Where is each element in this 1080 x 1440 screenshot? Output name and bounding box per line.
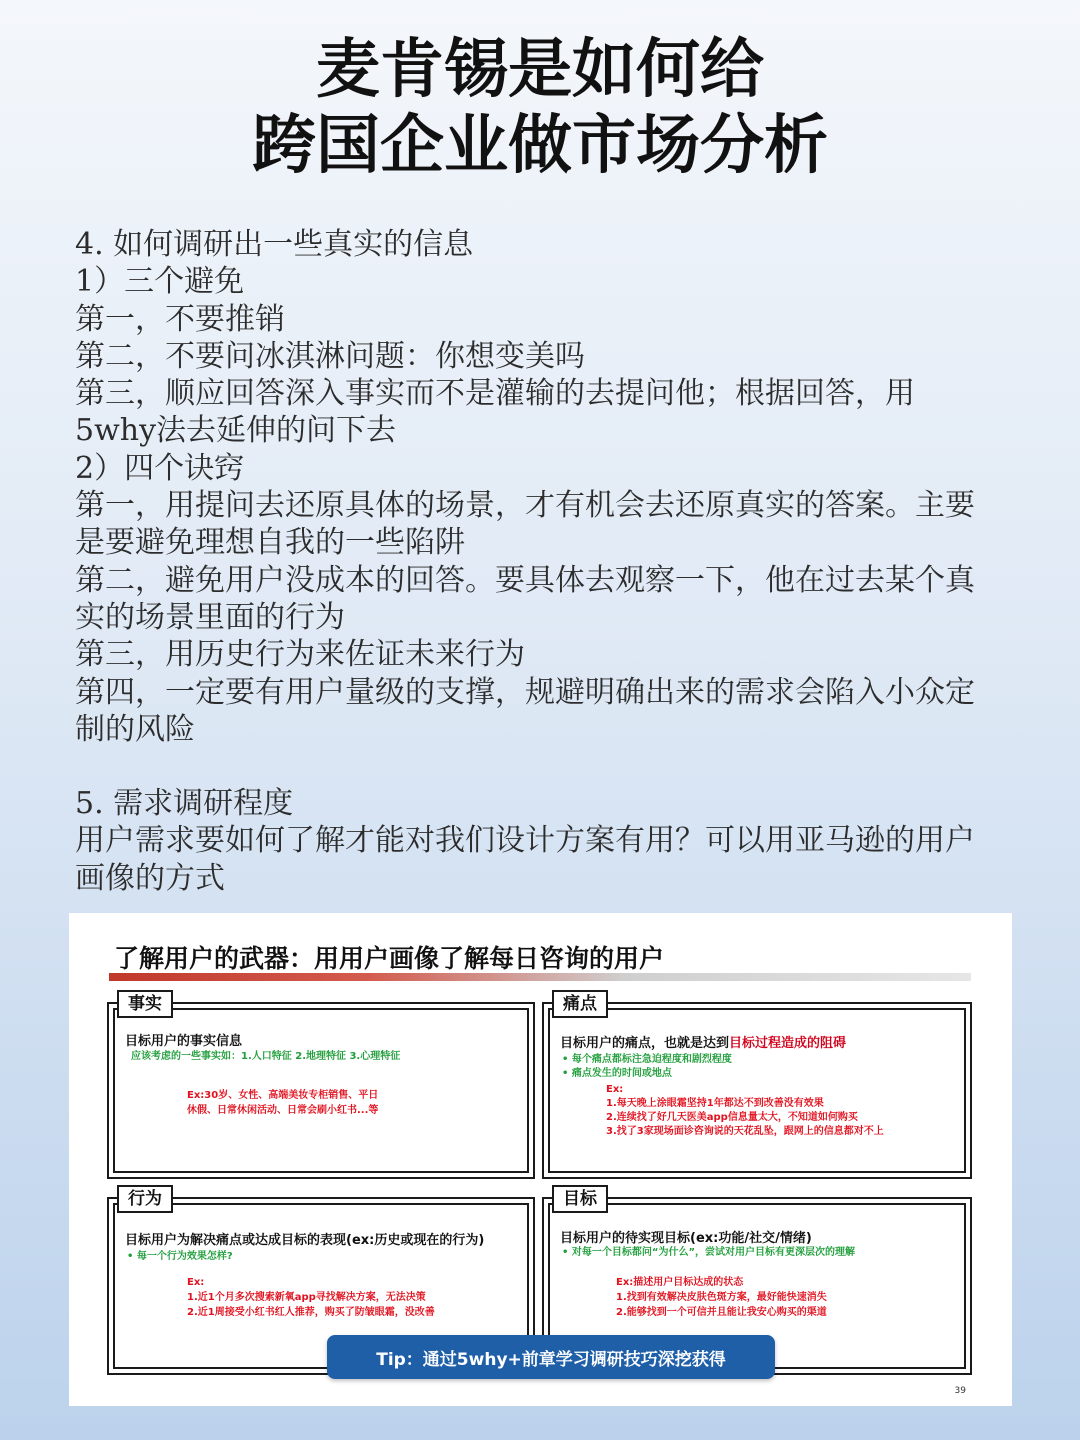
facts-tag: 事实 [117, 990, 173, 1018]
body-line: 用户需求要如何了解才能对我们设计方案有用？可以用亚马逊的用户 [75, 823, 975, 859]
goal-red-line: Ex:描述用户目标达成的状态 [616, 1277, 744, 1288]
pain-heading-highlight: 目标过程造成的阻碍 [729, 1036, 847, 1051]
goal-tag: 目标 [552, 1185, 608, 1213]
body-line: 是要避免理想自我的一些陷阱 [75, 525, 465, 561]
body-line: 2）四个诀窍 [75, 450, 245, 486]
goal-red-line: 2.能够找到一个可信并且能让我安心购买的渠道 [616, 1307, 827, 1318]
facts-green-line: 应该考虑的一些事实如：1.人口特征 2.地理特征 3.心理特征 [131, 1051, 401, 1062]
page-title [0, 32, 1080, 184]
slide-title: 了解用户的武器：用用户画像了解每日咨询的用户 [114, 944, 665, 973]
body-line: 画像的方式 [75, 860, 225, 896]
pain-red-line: 3.找了3家现场面诊咨询说的天花乱坠，跟网上的信息都对不上 [606, 1126, 884, 1137]
body-line: 第二，不要问冰淇淋问题：你想变美吗 [75, 338, 585, 374]
facts-red-line: 休假、日常休闲活动、日常会刷小红书...等 [187, 1105, 379, 1116]
body-line: 制的风险 [75, 711, 195, 747]
facts-red-line: Ex:30岁、女性、高端美妆专柜销售、平日 [187, 1090, 379, 1101]
body-line: 第四，一定要有用户量级的支撑，规避明确出来的需求会陷入小众定 [75, 674, 975, 710]
body-line: 第一，用提问去还原具体的场景，才有机会去还原真实的答案。主要 [75, 488, 975, 524]
goal-green-line: • 对每一个目标都问“为什么”，尝试对用户目标有更深层次的理解 [562, 1247, 856, 1258]
paragraph-gap [75, 748, 1015, 785]
tip-banner: Tip：通过5why+前章学习调研技巧深挖获得 [327, 1335, 775, 1379]
facts-box [107, 994, 535, 1179]
facts-heading: 目标用户的事实信息 [125, 1034, 243, 1049]
body-line: 4. 如何调研出一些真实的信息 [75, 227, 474, 262]
behavior-red-line: 2.近1周接受小红书红人推荐，购买了防皱眼霜，没改善 [187, 1307, 435, 1318]
behavior-red-line: Ex: [187, 1277, 205, 1288]
body-line: 5. 需求调研程度 [75, 786, 294, 822]
goal-red-line: 1.找到有效解决皮肤色斑方案，最好能快速消失 [616, 1292, 827, 1303]
behavior-red-line: 1.近1个月多次搜索新氧app寻找解决方案，无法决策 [187, 1292, 426, 1303]
goal-heading: 目标用户的待实现目标(ex:功能/社交/情绪) [560, 1231, 812, 1246]
pain-green-line: • 每个痛点都标注急迫程度和剧烈程度 [562, 1054, 732, 1065]
body-line: 第三，用历史行为来佐证未来行为 [75, 637, 525, 673]
body-line: 5why法去延伸的问下去 [75, 413, 397, 449]
persona-slide-image [69, 913, 1012, 1406]
article-body [75, 226, 1015, 897]
body-line: 第一，不要推销 [75, 301, 285, 337]
pain-heading-prefix: 目标用户的痛点，也就是达到 [560, 1036, 730, 1051]
pain-tag: 痛点 [552, 990, 608, 1018]
body-line: 第二，避免用户没成本的回答。要具体去观察一下，他在过去某个真 [75, 562, 975, 598]
pain-red-line: 1.每天晚上涂眼霜坚持1年都达不到改善没有效果 [606, 1098, 824, 1109]
pain-box [542, 994, 972, 1179]
pain-red-line: 2.连续找了好几天医美app信息量太大，不知道如何购买 [606, 1112, 858, 1123]
title-line-1: 麦肯锡是如何给 [316, 33, 764, 107]
body-line: 第三，顺应回答深入事实而不是灌输的去提问他；根据回答，用 [75, 376, 915, 412]
pain-green-line: • 痛点发生的时间或地点 [562, 1068, 672, 1079]
behavior-tag: 行为 [117, 1185, 173, 1213]
pain-heading [560, 1032, 846, 1051]
slide-page-number: 39 [954, 1386, 966, 1396]
slide-title-rule [109, 973, 971, 981]
title-line-2: 跨国企业做市场分析 [252, 109, 828, 183]
behavior-heading: 目标用户为解决痛点或达成目标的表现(ex:历史或现在的行为) [125, 1233, 485, 1248]
body-line: 实的场景里面的行为 [75, 599, 345, 635]
pain-red-line: Ex: [606, 1084, 624, 1095]
behavior-green-line: • 每一个行为效果怎样? [127, 1251, 233, 1262]
body-line: 1）三个避免 [75, 264, 245, 300]
